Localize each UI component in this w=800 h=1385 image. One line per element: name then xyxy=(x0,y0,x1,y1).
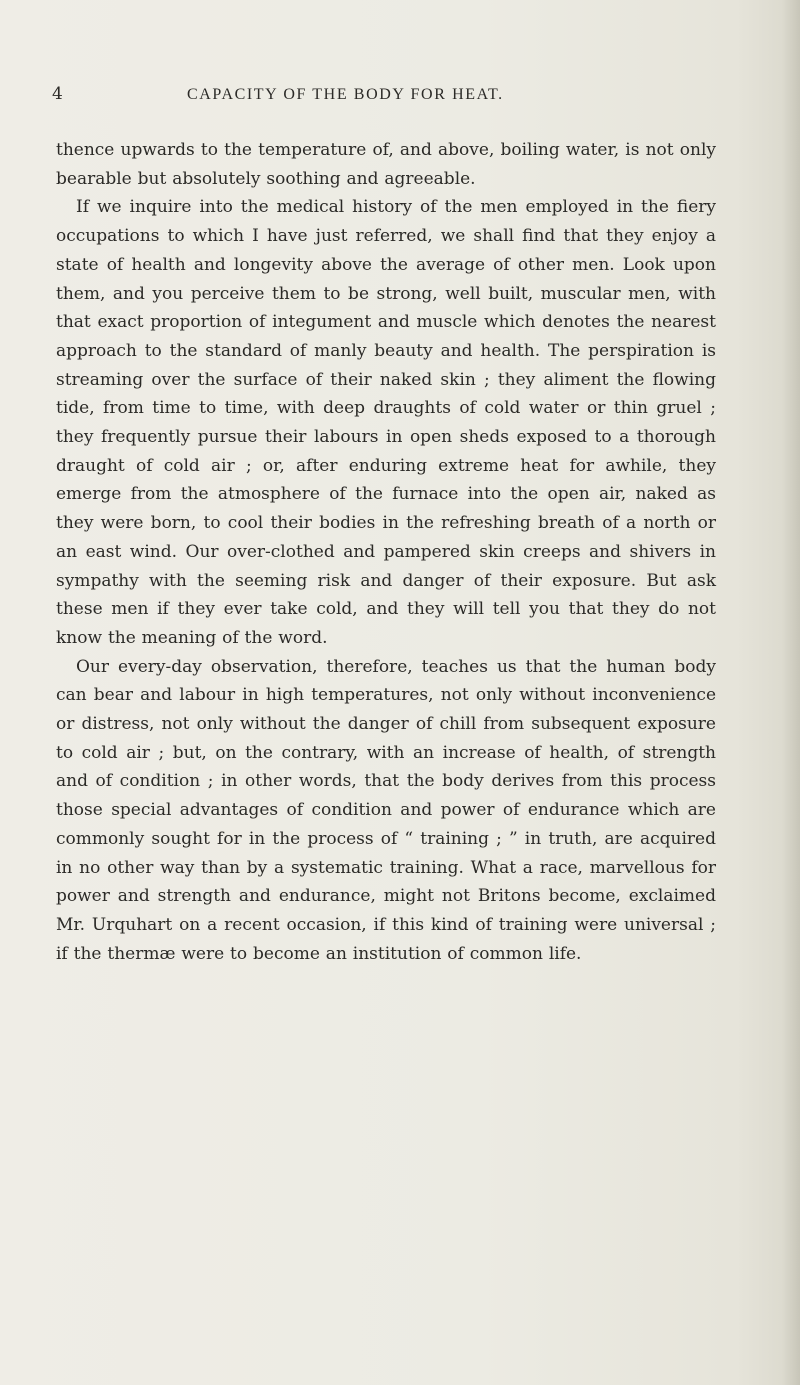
paragraph-observation: Our every-day observation, therefore, teaches us that the human body can bear and labour in high temperatures, not only without inconvenience or distress, not only without the danger of chill from subsequent exposure to cold air ; but, on the contrary, with an increase of health, of strength and of condition ; in other words, that the body derives from this process those special advantages of condition and power of endurance which are commonly sought for in the process of “ training ; ” in truth, are acquired in no other way than by a systematic training. What a race, marvellous for power and strength and endurance, might not Britons become, exclaimed Mr. Urquhart on a recent occasion, if this kind of training were universal ; if the thermæ were to become an institution of common life. xyxy=(56,656,716,964)
running-title: CAPACITY OF THE BODY FOR HEAT. xyxy=(187,86,504,103)
paragraph-continuation: thence upwards to the temperature of, and above, boiling water, is not only bearable but absolutely soothing and agreeable. xyxy=(56,140,716,189)
page-number: 4 xyxy=(52,84,64,104)
page-header xyxy=(52,84,752,108)
body-text xyxy=(56,136,716,968)
page-edge-shadow xyxy=(782,0,800,1385)
paragraph-medical-history: If we inquire into the medical history of the men employed in the fiery occupations to which I have just referred, we shall find that they enjoy a state of health and longevity above the average of other men. Look upon them, and you perceive them to be strong, well built, muscular men, with that exact proportion of integument and muscle which denotes the nearest approach to the standard of manly beauty and health. The perspiration is streaming over the surface of their naked skin ; they aliment the flowing tide, from time to time, with deep draughts of cold water or thin gruel ; they frequently pursue their labours in open sheds exposed to a thorough draught of cold air ; or, after enduring extreme heat for awhile, they emerge from the atmosphere of the furnace into the open air, naked as they were born, to cool their bodies in the refreshing breath of a north or an east wind. Our over-clothed and pampered skin creeps and shivers in sympathy with the seeming risk and danger of their exposure. But ask these men if they ever take cold, and they will tell you that they do not know the meaning of the word. xyxy=(56,197,716,648)
